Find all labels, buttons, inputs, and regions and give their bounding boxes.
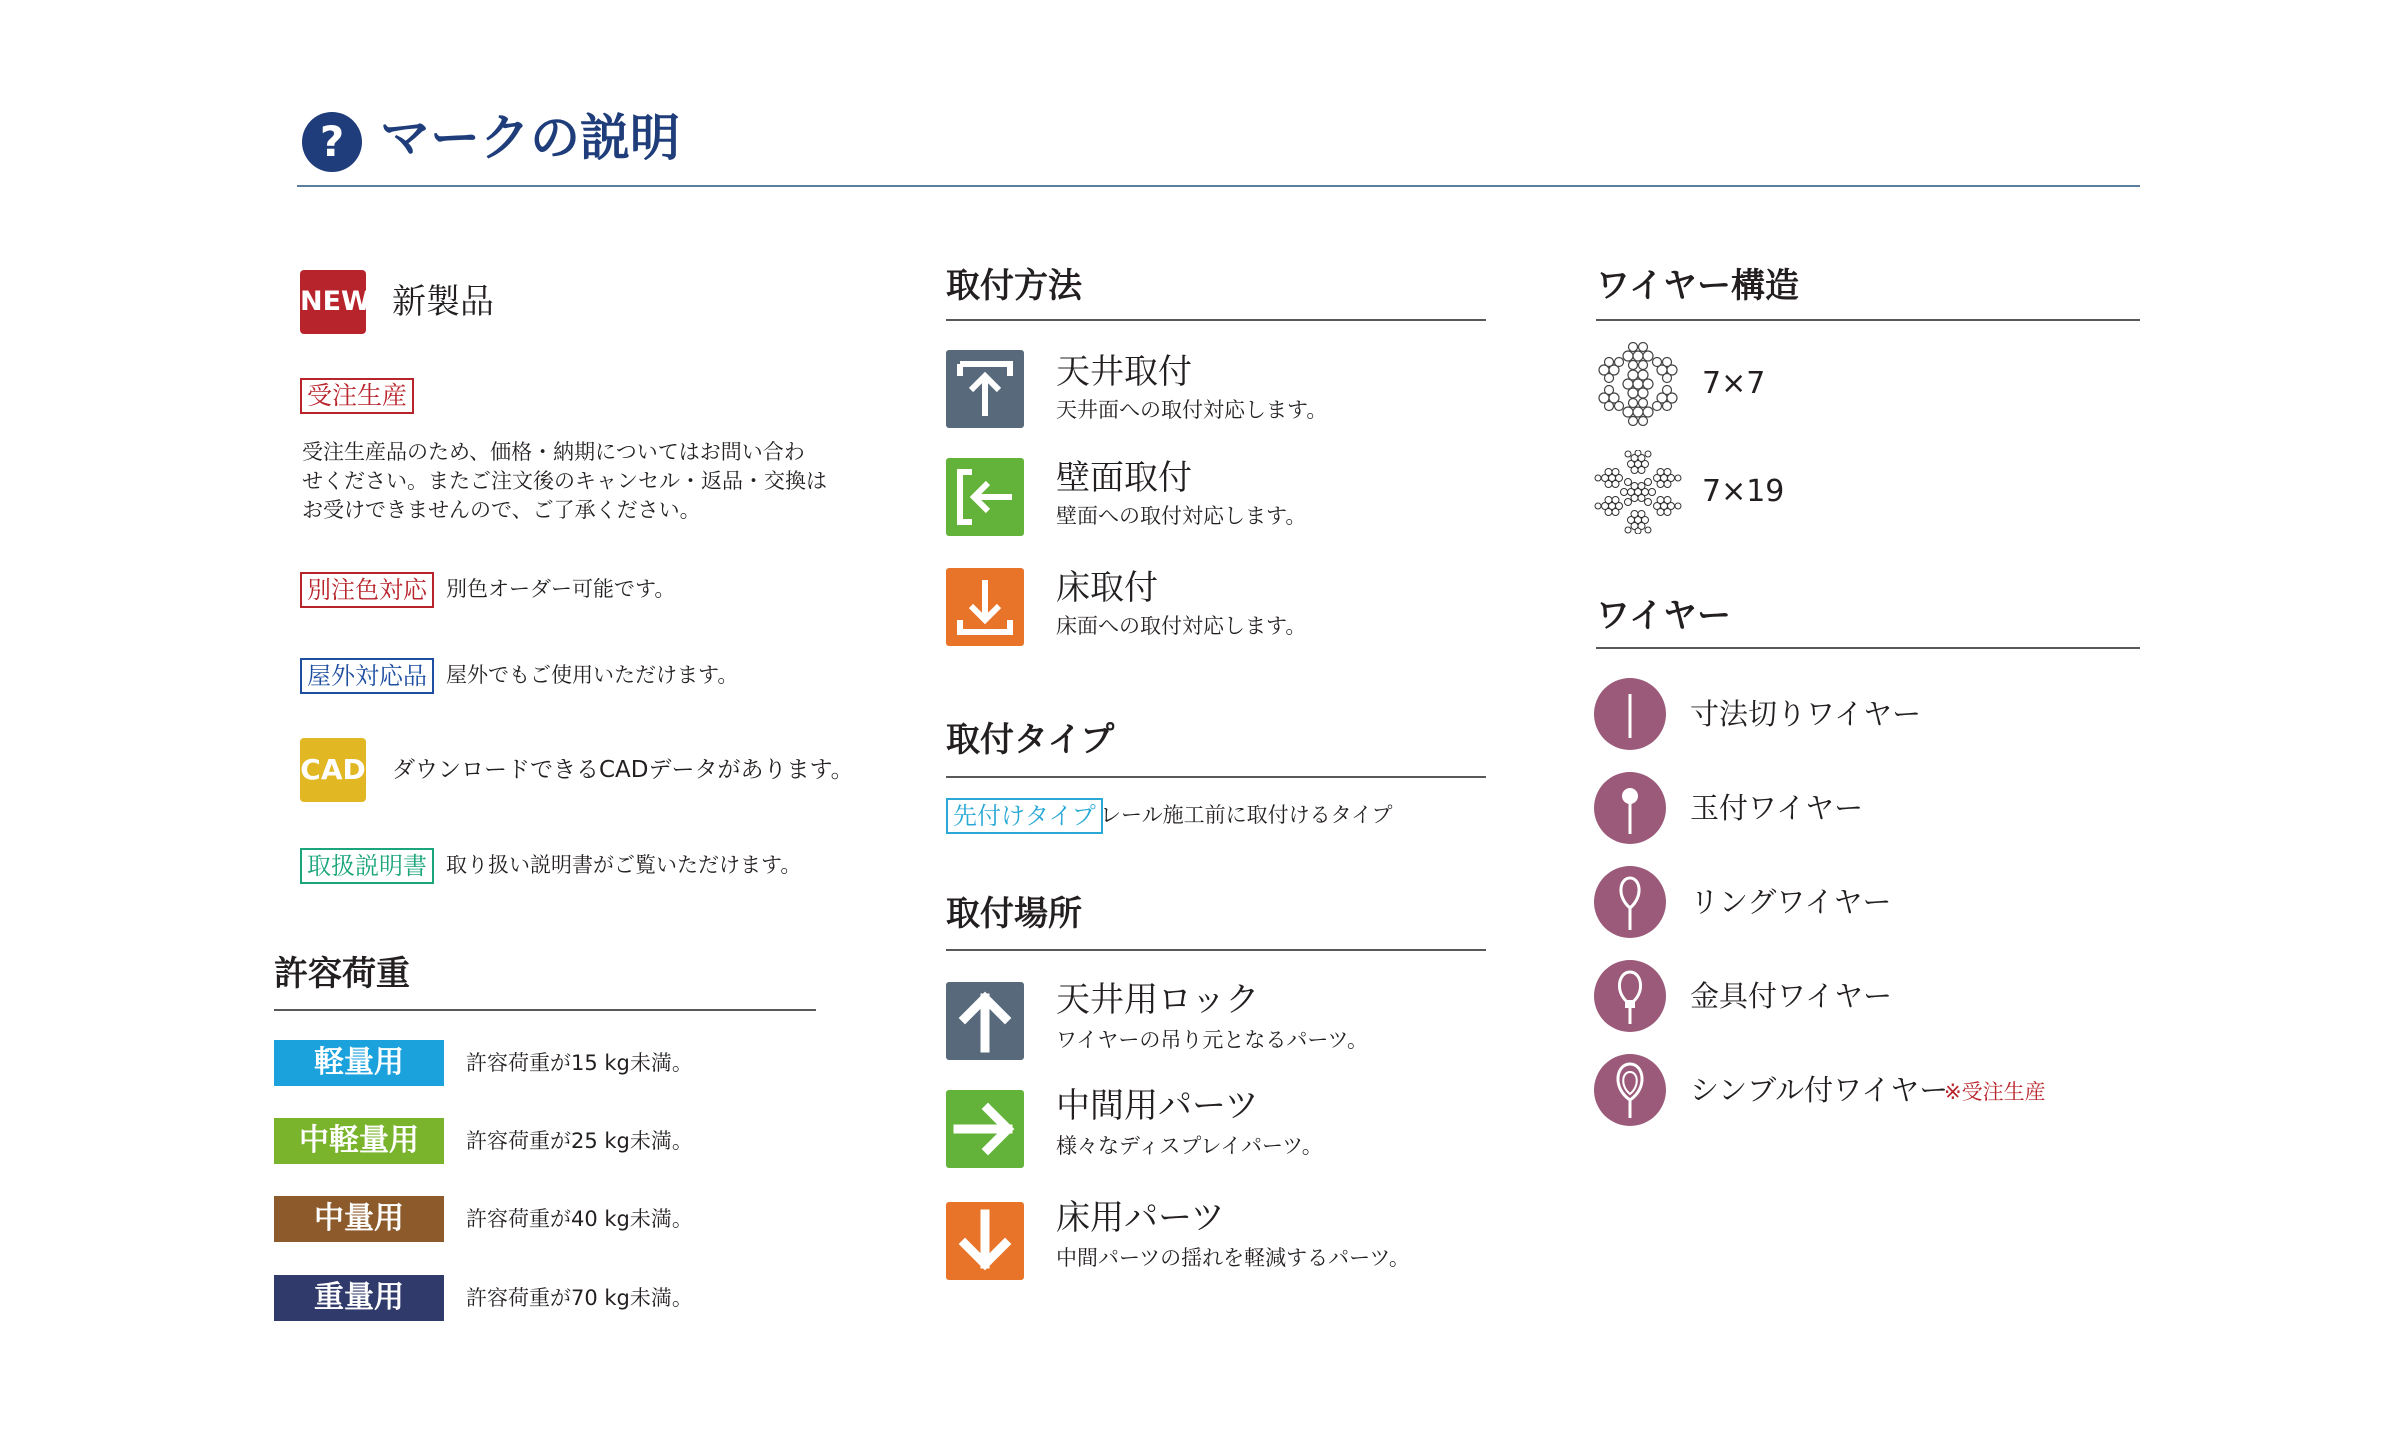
mounting-type-divider: [946, 776, 1486, 778]
made-to-order-line: 受注生産品のため、価格・納期についてはお問い合わ: [302, 440, 805, 464]
floor-mount-description: 床面への取付対応します。: [1056, 614, 1307, 638]
mounting-location-heading: 取付場所: [946, 894, 1082, 934]
outdoor-description: 屋外でもご使用いただけます。: [446, 663, 739, 687]
ball-wire-icon: [1594, 772, 1666, 844]
mounting-location-divider: [946, 949, 1486, 951]
wire-structure-divider: [1596, 319, 2140, 321]
custom-color-description: 別色オーダー可能です。: [446, 577, 676, 601]
middle-parts-title: 中間用パーツ: [1056, 1086, 1259, 1126]
custom-color-badge: 別注色対応: [300, 572, 434, 608]
page-title: マークの説明: [380, 109, 680, 167]
question-icon: [302, 112, 362, 172]
thimble-wire-label: シンブル付ワイヤー: [1690, 1073, 1949, 1107]
ceiling-lock-title: 天井用ロック: [1056, 980, 1260, 1020]
arrow-right-icon: [946, 1090, 1024, 1168]
made-to-order-description: [302, 438, 827, 525]
wire-7x7-icon: [1592, 342, 1684, 426]
ring-wire-label: リングワイヤー: [1690, 885, 1892, 919]
arrow-up-icon: [946, 982, 1024, 1060]
wire-structure-heading: ワイヤー構造: [1596, 266, 1799, 306]
wire-7x19-icon: [1592, 450, 1684, 534]
wire-7x19-label: 7×19: [1702, 474, 1785, 509]
cut-wire-icon: [1594, 678, 1666, 750]
cad-description: ダウンロードできるCADデータがあります。: [392, 757, 854, 783]
fitting-wire-label: 金具付ワイヤー: [1690, 979, 1893, 1013]
ring-wire-icon: [1594, 866, 1666, 938]
pre-install-badge: 先付けタイプ: [946, 798, 1103, 834]
floor-parts-description: 中間パーツの揺れを軽減するパーツ。: [1056, 1246, 1410, 1270]
load-medium-light-badge: 中軽量用: [274, 1118, 444, 1164]
wire-divider: [1596, 647, 2140, 649]
new-product-label: 新製品: [392, 282, 494, 322]
load-heavy-description: 許容荷重が70 kg未満。: [466, 1286, 693, 1310]
ceiling-lock-description: ワイヤーの吊り元となるパーツ。: [1056, 1028, 1369, 1052]
wall-mount-description: 壁面への取付対応します。: [1056, 504, 1307, 528]
manual-description: 取り扱い説明書がご覧いただけます。: [446, 853, 802, 877]
wire-heading: ワイヤー: [1596, 596, 1731, 636]
load-heavy-badge: 重量用: [274, 1275, 444, 1321]
outdoor-badge: 屋外対応品: [300, 658, 434, 694]
floor-parts-title: 床用パーツ: [1056, 1198, 1225, 1238]
thimble-wire-icon: [1594, 1054, 1666, 1126]
load-light-badge: 軽量用: [274, 1040, 444, 1086]
load-capacity-divider: [274, 1009, 816, 1011]
mounting-method-divider: [946, 319, 1486, 321]
ball-wire-label: 玉付ワイヤー: [1690, 791, 1864, 825]
new-badge: NEW: [300, 270, 366, 334]
load-medium-light-description: 許容荷重が25 kg未満。: [466, 1129, 693, 1153]
mounting-type-heading: 取付タイプ: [946, 720, 1115, 760]
svg-text:?: ?: [319, 117, 345, 166]
arrow-down-icon: [946, 1202, 1024, 1280]
title-divider: [297, 185, 2140, 187]
ceiling-mount-icon: [946, 350, 1024, 428]
cad-badge: CAD: [300, 738, 366, 802]
made-to-order-line: せください。またご注文後のキャンセル・返品・交換は: [302, 469, 827, 493]
ceiling-mount-title: 天井取付: [1056, 352, 1192, 392]
pre-install-description: レール施工前に取付けるタイプ: [1100, 803, 1393, 827]
fitting-wire-icon: [1594, 960, 1666, 1032]
wall-mount-icon: [946, 458, 1024, 536]
load-medium-badge: 中量用: [274, 1196, 444, 1242]
wall-mount-title: 壁面取付: [1056, 458, 1192, 498]
mounting-method-heading: 取付方法: [946, 266, 1082, 306]
ceiling-mount-description: 天井面への取付対応します。: [1056, 398, 1328, 422]
made-to-order-badge: 受注生産: [300, 378, 414, 414]
load-capacity-heading: 許容荷重: [274, 954, 410, 994]
floor-mount-title: 床取付: [1056, 568, 1158, 608]
floor-mount-icon: [946, 568, 1024, 646]
load-medium-description: 許容荷重が40 kg未満。: [466, 1207, 693, 1231]
wire-7x7-label: 7×7: [1702, 366, 1766, 401]
manual-badge: 取扱説明書: [300, 848, 434, 884]
load-light-description: 許容荷重が15 kg未満。: [466, 1051, 693, 1075]
middle-parts-description: 様々なディスプレイパーツ。: [1056, 1134, 1323, 1158]
made-to-order-line: お受けできませんので、ご了承ください。: [302, 498, 701, 522]
cut-wire-label: 寸法切りワイヤー: [1690, 697, 1922, 731]
made-to-order-note: ※受注生産: [1944, 1080, 2046, 1104]
